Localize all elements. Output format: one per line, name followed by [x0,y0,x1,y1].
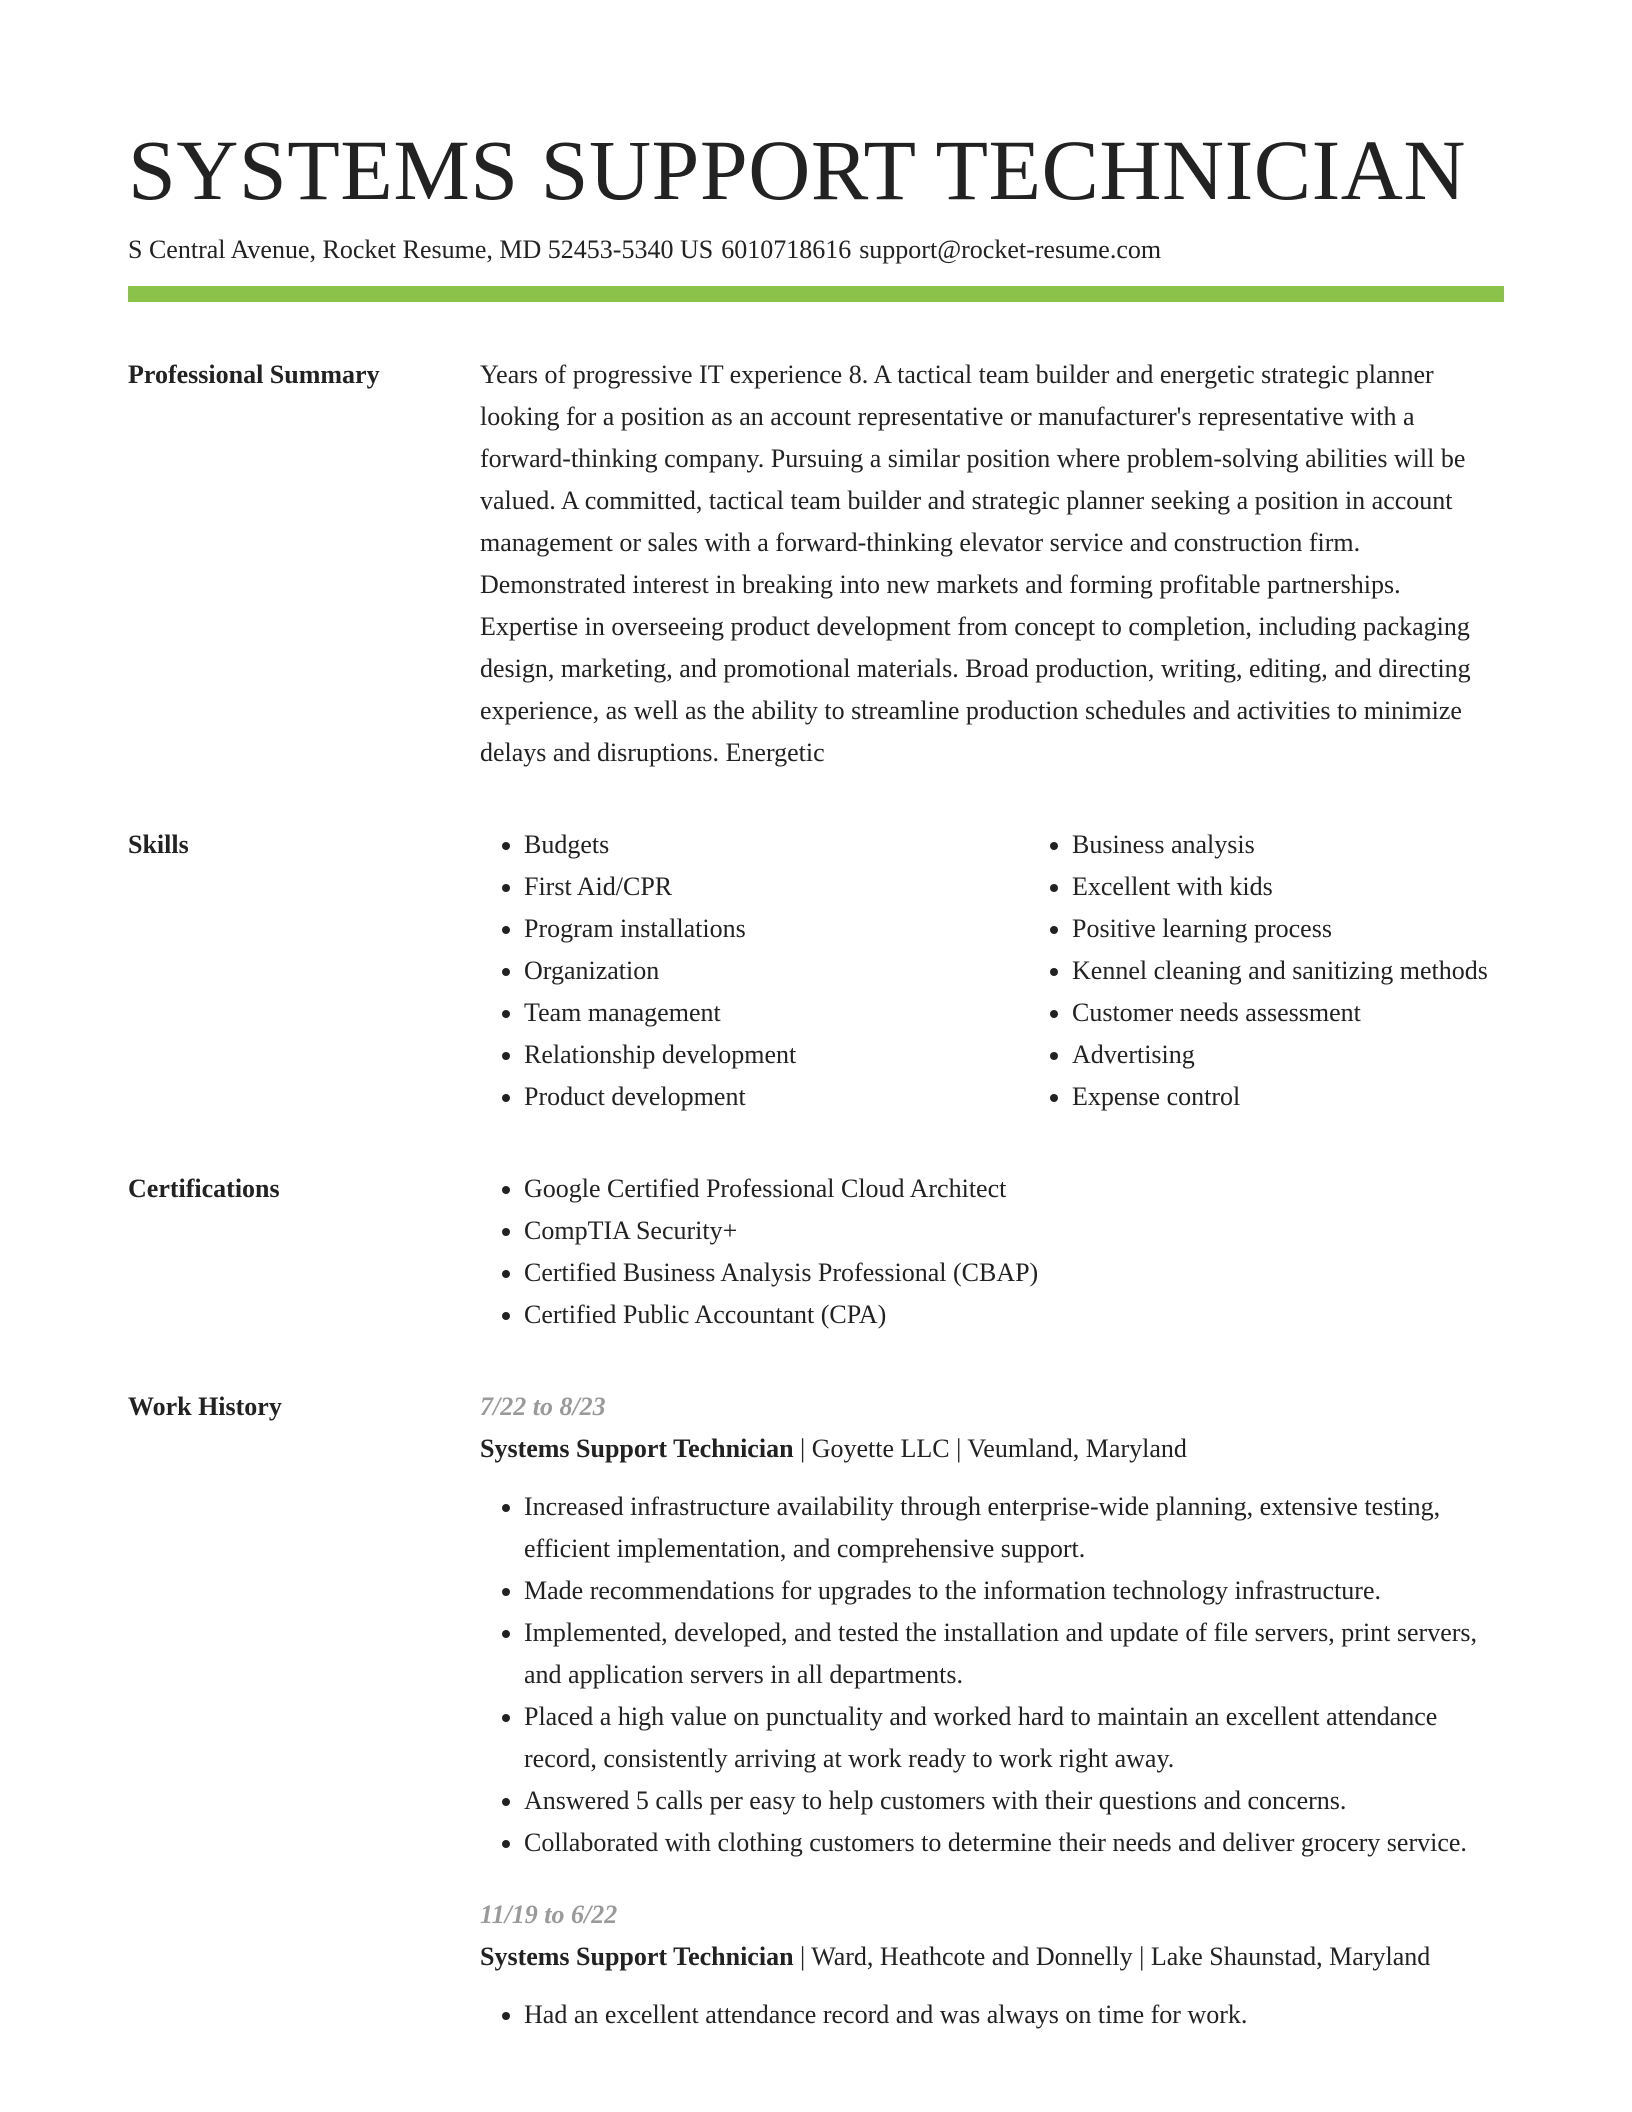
skills-list-left [480,824,1028,1118]
skill-item: • Business analysis [1072,824,1592,866]
job-bullet: • Made recommendations for upgrades to the information technology infrastructure. [524,1570,1504,1612]
section-label-work-history: Work History [128,1392,282,1421]
job-bullets [480,1486,1504,1864]
section-label-certifications: Certifications [128,1174,280,1203]
contact-line [128,232,1504,268]
job-bullet: • Collaborated with clothing customers to determine their needs and deliver grocery service. [524,1822,1504,1864]
summary-section [128,354,1504,774]
job-heading [480,1936,1504,1978]
contact-address: S Central Avenue, Rocket Resume, MD 52453-5340 US [128,235,714,264]
job-bullet: • Increased infrastructure availability through enterprise-wide planning, extensive testing, efficient implementation, and comprehensive support. [524,1486,1504,1570]
certification-item: • Google Certified Professional Cloud Architect [524,1168,1504,1210]
skill-item: • Relationship development [524,1034,1028,1076]
job-heading [480,1428,1504,1470]
job-bullet: • Answered 5 calls per easy to help customers with their questions and concerns. [524,1780,1504,1822]
job-entry [480,1386,1504,1864]
section-label-summary: Professional Summary [128,360,380,389]
skill-item: • Expense control [1072,1076,1592,1118]
job-bullets [480,1994,1504,2036]
contact-phone: 6010718616 [721,235,852,264]
job-dates: 11/19 to 6/22 [480,1900,618,1929]
job-title: Systems Support Technician [480,1434,794,1463]
certification-item: • Certified Public Accountant (CPA) [524,1294,1504,1336]
skill-item: • Kennel cleaning and sanitizing methods [1072,950,1592,992]
certification-item: • CompTIA Security+ [524,1210,1504,1252]
job-bullet: • Had an excellent attendance record and was always on time for work. [524,1994,1504,2036]
job-title: Systems Support Technician [480,1942,794,1971]
certifications-section [128,1168,1504,1336]
skill-item: • Team management [524,992,1028,1034]
skill-item: • Positive learning process [1072,908,1592,950]
skill-item: • Product development [524,1076,1028,1118]
contact-email: support@rocket-resume.com [859,235,1162,264]
job-bullet: • Placed a high value on punctuality and worked hard to maintain an excellent attendance record, consistently arriving at work ready to work right away. [524,1696,1504,1780]
work-history-section [128,1386,1504,2036]
summary-text: Years of progressive IT experience 8. A tactical team builder and energetic strategic planner looking for a position as an account representative or manufacturer's representative with a forward-thinking company. Pursuing a similar position where problem-solving abilities will be valued. A committed, tactical team builder and strategic planner seeking a position in account management or sales with a forward-thinking elevator service and construction firm. Demonstrated interest in breaking into new markets and forming profitable partnerships. Expertise in overseeing product development from concept to completion, including packaging design, marketing, and promotional materials. Broad production, writing, editing, and directing experience, as well as the ability to streamline production schedules and activities to minimize delays and disruptions. Energetic [480,360,1471,767]
job-dates: 7/22 to 8/23 [480,1392,606,1421]
job-company-location: | Ward, Heathcote and Donnelly | Lake Shaunstad, Maryland [793,1942,1431,1971]
job-entry [480,1894,1504,2036]
resume-name: SYSTEMS SUPPORT TECHNICIAN [128,122,1466,218]
resume-page [128,120,1504,2036]
skills-list-right [1028,824,1592,1118]
skill-item: • Budgets [524,824,1028,866]
job-company-location: | Goyette LLC | Veumland, Maryland [793,1434,1187,1463]
skill-item: • Organization [524,950,1028,992]
certification-item: • Certified Business Analysis Professional (CBAP) [524,1252,1504,1294]
skill-item: • Program installations [524,908,1028,950]
skill-item: • Advertising [1072,1034,1592,1076]
skill-item: • First Aid/CPR [524,866,1028,908]
header-divider [128,286,1504,302]
job-bullet: • Implemented, developed, and tested the installation and update of file servers, print servers, and application servers in all departments. [524,1612,1504,1696]
skill-item: • Excellent with kids [1072,866,1592,908]
section-label-skills: Skills [128,830,189,859]
certifications-list [480,1168,1504,1336]
skill-item: • Customer needs assessment [1072,992,1592,1034]
skills-section [128,824,1504,1118]
